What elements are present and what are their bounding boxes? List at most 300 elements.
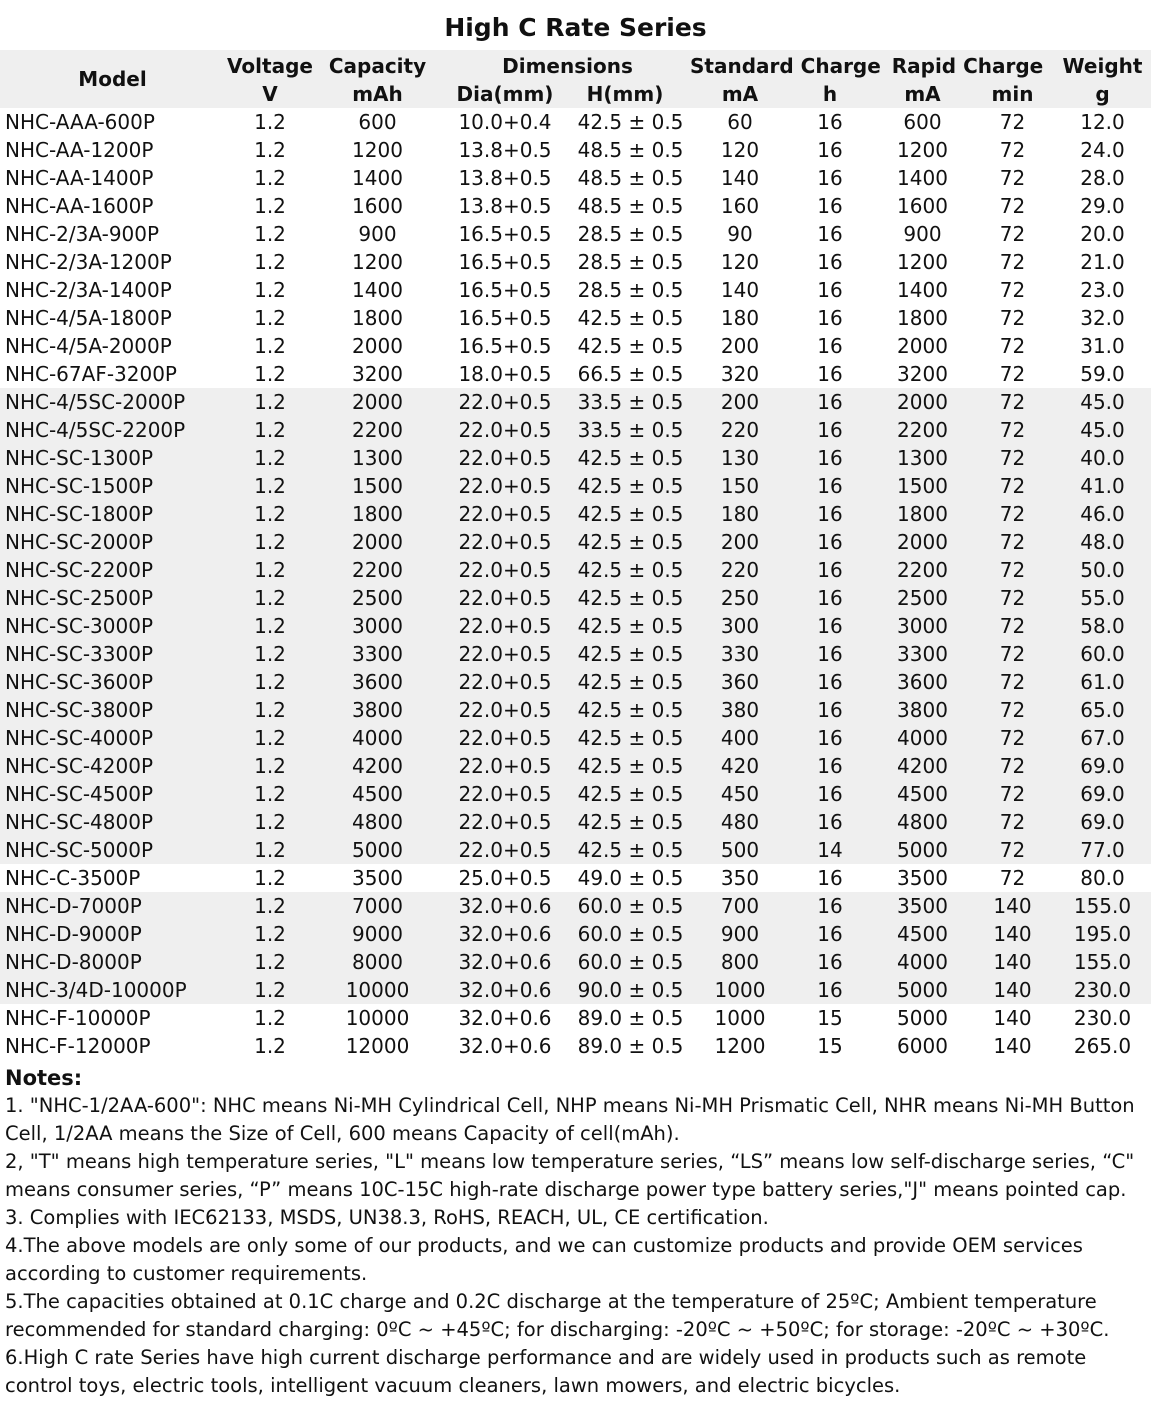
cell-rapid-min: 72 <box>999 446 1026 470</box>
cell-rapid-min: 72 <box>999 222 1026 246</box>
cell-std-h: 16 <box>817 782 843 806</box>
cell-weight: 46.0 <box>1080 502 1125 526</box>
cell-capacity: 10000 <box>345 1006 410 1030</box>
cell-rapid-ma: 4800 <box>897 810 948 834</box>
cell-rapid-min: 72 <box>999 558 1026 582</box>
cell-std-h: 15 <box>817 1006 843 1030</box>
cell-weight: 265.0 <box>1073 1034 1132 1058</box>
cell-capacity: 900 <box>358 222 397 246</box>
cell-std-h: 16 <box>817 614 843 638</box>
cell-dia: 22.0+0.5 <box>458 474 552 498</box>
cell-rapid-ma: 2000 <box>897 390 948 414</box>
cell-std-h: 16 <box>817 810 843 834</box>
cell-rapid-ma: 6000 <box>897 1034 948 1058</box>
cell-model: NHC-AA-1200P <box>5 138 154 162</box>
cell-model: NHC-SC-3000P <box>5 614 154 638</box>
cell-voltage: 1.2 <box>254 418 286 442</box>
cell-voltage: 1.2 <box>254 614 286 638</box>
cell-capacity: 9000 <box>352 922 403 946</box>
cell-rapid-min: 72 <box>999 614 1026 638</box>
cell-rapid-min: 72 <box>999 110 1026 134</box>
table-row <box>0 528 1151 556</box>
cell-weight: 77.0 <box>1080 838 1125 862</box>
cell-capacity: 1300 <box>352 446 403 470</box>
cell-std-ma: 300 <box>720 614 760 638</box>
cell-rapid-ma: 5000 <box>897 978 948 1002</box>
cell-height: 33.5 ± 0.5 <box>577 418 684 442</box>
cell-rapid-min: 140 <box>993 1034 1032 1058</box>
cell-dia: 16.5+0.5 <box>458 278 552 302</box>
cell-dia: 22.0+0.5 <box>458 586 552 610</box>
cell-std-h: 16 <box>817 362 843 386</box>
cell-model: NHC-SC-4500P <box>5 782 154 806</box>
cell-model: NHC-SC-3300P <box>5 642 154 666</box>
cell-std-h: 16 <box>817 726 843 750</box>
cell-rapid-ma: 3500 <box>897 894 948 918</box>
cell-rapid-ma: 1200 <box>897 250 948 274</box>
page-title: High C Rate Series <box>444 13 707 42</box>
table-row <box>0 556 1151 584</box>
cell-dia: 22.0+0.5 <box>458 558 552 582</box>
cell-rapid-ma: 4000 <box>897 726 948 750</box>
cell-model: NHC-SC-1300P <box>5 446 154 470</box>
cell-rapid-ma: 1400 <box>897 278 948 302</box>
cell-height: 48.5 ± 0.5 <box>577 166 684 190</box>
cell-capacity: 3500 <box>352 866 403 890</box>
cell-model: NHC-2/3A-1400P <box>5 278 172 302</box>
cell-rapid-min: 72 <box>999 502 1026 526</box>
cell-rapid-ma: 2000 <box>897 334 948 358</box>
header-std-ma: mA <box>721 82 759 106</box>
table-row <box>0 192 1151 220</box>
cell-std-ma: 330 <box>720 642 760 666</box>
cell-dia: 22.0+0.5 <box>458 418 552 442</box>
cell-height: 28.5 ± 0.5 <box>577 250 684 274</box>
cell-rapid-min: 140 <box>993 978 1032 1002</box>
cell-std-ma: 120 <box>720 250 760 274</box>
table-row <box>0 836 1151 864</box>
table-row <box>0 724 1151 752</box>
cell-model: NHC-4/5A-1800P <box>5 306 172 330</box>
cell-std-h: 16 <box>817 222 843 246</box>
cell-weight: 69.0 <box>1080 782 1125 806</box>
header-model: Model <box>78 67 147 91</box>
table-row <box>0 164 1151 192</box>
cell-height: 28.5 ± 0.5 <box>577 222 684 246</box>
cell-weight: 20.0 <box>1080 222 1125 246</box>
cell-std-ma: 200 <box>720 530 760 554</box>
cell-rapid-min: 72 <box>999 782 1026 806</box>
cell-dia: 16.5+0.5 <box>458 250 552 274</box>
note-2: 2, "T" means high temperature series, "L" means low temperature series, “LS” means low self-discharge series, “C" means consumer series, “P” means 10C-15C high-rate discharge power type battery series,"J" means pointed cap. <box>5 1150 1135 1201</box>
cell-dia: 22.0+0.5 <box>458 446 552 470</box>
cell-std-h: 16 <box>817 194 843 218</box>
cell-voltage: 1.2 <box>254 362 286 386</box>
cell-rapid-ma: 1500 <box>897 474 948 498</box>
cell-rapid-min: 140 <box>993 922 1032 946</box>
cell-model: NHC-2/3A-900P <box>5 222 160 246</box>
cell-weight: 155.0 <box>1073 894 1132 918</box>
cell-std-h: 16 <box>817 530 843 554</box>
cell-std-h: 16 <box>817 978 843 1002</box>
cell-dia: 13.8+0.5 <box>458 138 552 162</box>
table-row <box>0 864 1151 892</box>
cell-model: NHC-SC-3800P <box>5 698 154 722</box>
cell-rapid-ma: 3600 <box>897 670 948 694</box>
cell-std-ma: 700 <box>720 894 760 918</box>
cell-capacity: 1600 <box>352 194 403 218</box>
cell-std-ma: 220 <box>720 418 760 442</box>
table-row <box>0 108 1151 136</box>
cell-std-h: 16 <box>817 754 843 778</box>
table-row <box>0 612 1151 640</box>
cell-weight: 195.0 <box>1073 922 1132 946</box>
cell-rapid-min: 72 <box>999 278 1026 302</box>
cell-std-ma: 500 <box>720 838 760 862</box>
cell-dia: 22.0+0.5 <box>458 698 552 722</box>
cell-dia: 22.0+0.5 <box>458 726 552 750</box>
cell-height: 42.5 ± 0.5 <box>577 698 684 722</box>
cell-capacity: 3200 <box>352 362 403 386</box>
cell-rapid-min: 72 <box>999 810 1026 834</box>
cell-height: 89.0 ± 0.5 <box>577 1034 684 1058</box>
header-rapid-charge: Rapid Charge <box>891 54 1044 78</box>
table-body <box>0 108 1151 1060</box>
cell-capacity: 5000 <box>352 838 403 862</box>
cell-height: 42.5 ± 0.5 <box>577 670 684 694</box>
cell-weight: 23.0 <box>1080 278 1125 302</box>
cell-voltage: 1.2 <box>254 838 286 862</box>
table-row <box>0 808 1151 836</box>
cell-std-ma: 180 <box>720 502 760 526</box>
cell-height: 42.5 ± 0.5 <box>577 334 684 358</box>
cell-capacity: 1800 <box>352 502 403 526</box>
cell-dia: 32.0+0.6 <box>458 922 552 946</box>
cell-dia: 16.5+0.5 <box>458 334 552 358</box>
cell-model: NHC-SC-2000P <box>5 530 154 554</box>
table-row <box>0 948 1151 976</box>
cell-dia: 22.0+0.5 <box>458 670 552 694</box>
cell-rapid-min: 72 <box>999 418 1026 442</box>
cell-std-ma: 200 <box>720 390 760 414</box>
cell-std-h: 16 <box>817 642 843 666</box>
cell-std-h: 16 <box>817 670 843 694</box>
cell-voltage: 1.2 <box>254 530 286 554</box>
cell-model: NHC-D-7000P <box>5 894 142 918</box>
cell-height: 42.5 ± 0.5 <box>577 530 684 554</box>
cell-dia: 32.0+0.6 <box>458 1034 552 1058</box>
cell-dia: 22.0+0.5 <box>458 642 552 666</box>
cell-dia: 22.0+0.5 <box>458 614 552 638</box>
cell-dia: 10.0+0.4 <box>458 110 552 134</box>
cell-rapid-ma: 2000 <box>897 530 948 554</box>
cell-voltage: 1.2 <box>254 698 286 722</box>
header-height: H(mm) <box>586 82 664 106</box>
cell-std-ma: 130 <box>720 446 760 470</box>
cell-std-h: 15 <box>817 1034 843 1058</box>
cell-height: 42.5 ± 0.5 <box>577 810 684 834</box>
cell-voltage: 1.2 <box>254 446 286 470</box>
cell-rapid-min: 72 <box>999 306 1026 330</box>
cell-weight: 230.0 <box>1073 978 1132 1002</box>
cell-std-h: 16 <box>817 950 843 974</box>
cell-height: 33.5 ± 0.5 <box>577 390 684 414</box>
cell-model: NHC-AA-1400P <box>5 166 154 190</box>
table-row <box>0 640 1151 668</box>
cell-rapid-min: 72 <box>999 166 1026 190</box>
cell-height: 60.0 ± 0.5 <box>577 894 684 918</box>
cell-rapid-ma: 4000 <box>897 950 948 974</box>
cell-rapid-ma: 2500 <box>897 586 948 610</box>
table-row <box>0 248 1151 276</box>
cell-rapid-ma: 4500 <box>897 922 948 946</box>
cell-capacity: 2000 <box>352 334 403 358</box>
cell-weight: 32.0 <box>1080 306 1125 330</box>
cell-std-h: 16 <box>817 250 843 274</box>
cell-capacity: 4200 <box>352 754 403 778</box>
cell-rapid-ma: 1300 <box>897 446 948 470</box>
cell-voltage: 1.2 <box>254 866 286 890</box>
cell-dia: 18.0+0.5 <box>458 362 552 386</box>
note-4: 4.The above models are only some of our products, and we can customize products and provide OEM services according to customer requirements. <box>5 1234 1083 1285</box>
cell-std-h: 16 <box>817 446 843 470</box>
cell-rapid-min: 72 <box>999 642 1026 666</box>
cell-weight: 12.0 <box>1080 110 1125 134</box>
cell-capacity: 600 <box>358 110 397 134</box>
cell-voltage: 1.2 <box>254 194 286 218</box>
cell-height: 48.5 ± 0.5 <box>577 138 684 162</box>
cell-voltage: 1.2 <box>254 950 286 974</box>
cell-std-ma: 250 <box>720 586 760 610</box>
cell-weight: 59.0 <box>1080 362 1125 386</box>
table-row <box>0 276 1151 304</box>
cell-weight: 40.0 <box>1080 446 1125 470</box>
header-weight-unit: g <box>1095 82 1110 106</box>
cell-capacity: 4000 <box>352 726 403 750</box>
header-voltage: Voltage <box>227 54 313 78</box>
cell-std-h: 16 <box>817 558 843 582</box>
cell-std-ma: 150 <box>720 474 760 498</box>
cell-capacity: 12000 <box>345 1034 410 1058</box>
cell-std-h: 14 <box>817 838 843 862</box>
cell-model: NHC-SC-3600P <box>5 670 154 694</box>
cell-rapid-ma: 1400 <box>897 166 948 190</box>
table-row <box>0 1032 1151 1060</box>
cell-rapid-ma: 5000 <box>897 1006 948 1030</box>
cell-dia: 32.0+0.6 <box>458 1006 552 1030</box>
cell-rapid-min: 140 <box>993 894 1032 918</box>
cell-rapid-ma: 1800 <box>897 306 948 330</box>
cell-capacity: 4800 <box>352 810 403 834</box>
table-row <box>0 220 1151 248</box>
cell-capacity: 2200 <box>352 558 403 582</box>
cell-voltage: 1.2 <box>254 670 286 694</box>
cell-rapid-ma: 4200 <box>897 754 948 778</box>
header-capacity: Capacity <box>328 54 427 78</box>
table-row <box>0 920 1151 948</box>
cell-capacity: 1500 <box>352 474 403 498</box>
cell-capacity: 3600 <box>352 670 403 694</box>
cell-dia: 22.0+0.5 <box>458 502 552 526</box>
cell-rapid-ma: 2200 <box>897 558 948 582</box>
cell-weight: 24.0 <box>1080 138 1125 162</box>
cell-std-ma: 160 <box>720 194 760 218</box>
cell-weight: 29.0 <box>1080 194 1125 218</box>
cell-weight: 69.0 <box>1080 810 1125 834</box>
cell-std-h: 16 <box>817 166 843 190</box>
cell-capacity: 8000 <box>352 950 403 974</box>
note-1: 1. "NHC-1/2AA-600": NHC means Ni-MH Cylindrical Cell, NHP means Ni-MH Prismatic Cell, NHR means Ni-MH Button Cell, 1/2AA means the Size of Cell, 600 means Capacity of cell(mAh). <box>5 1094 1135 1145</box>
cell-weight: 60.0 <box>1080 642 1125 666</box>
cell-voltage: 1.2 <box>254 894 286 918</box>
cell-weight: 58.0 <box>1080 614 1125 638</box>
cell-std-h: 16 <box>817 418 843 442</box>
cell-rapid-min: 140 <box>993 1006 1032 1030</box>
cell-dia: 16.5+0.5 <box>458 222 552 246</box>
cell-std-h: 16 <box>817 306 843 330</box>
cell-voltage: 1.2 <box>254 166 286 190</box>
cell-std-ma: 450 <box>720 782 760 806</box>
note-5: 5.The capacities obtained at 0.1C charge and 0.2C discharge at the temperature of 25ºC; Ambient temperature recommended for standard charging: 0ºC ~ +45ºC; for discharging: -20ºC ~ +50ºC; for storage: -20ºC ~ +30ºC. <box>5 1290 1110 1341</box>
cell-weight: 28.0 <box>1080 166 1125 190</box>
cell-capacity: 1800 <box>352 306 403 330</box>
cell-voltage: 1.2 <box>254 642 286 666</box>
header-dia: Dia(mm) <box>456 82 554 106</box>
cell-height: 42.5 ± 0.5 <box>577 474 684 498</box>
cell-std-ma: 800 <box>720 950 760 974</box>
cell-model: NHC-D-8000P <box>5 950 142 974</box>
cell-voltage: 1.2 <box>254 138 286 162</box>
cell-rapid-ma: 1600 <box>897 194 948 218</box>
cell-capacity: 4500 <box>352 782 403 806</box>
cell-rapid-ma: 5000 <box>897 838 948 862</box>
cell-height: 42.5 ± 0.5 <box>577 306 684 330</box>
cell-rapid-min: 72 <box>999 530 1026 554</box>
cell-model: NHC-SC-2200P <box>5 558 154 582</box>
notes-title: Notes: <box>5 1066 83 1090</box>
cell-capacity: 2000 <box>352 530 403 554</box>
table-row <box>0 332 1151 360</box>
cell-voltage: 1.2 <box>254 922 286 946</box>
cell-weight: 80.0 <box>1080 866 1125 890</box>
table-row <box>0 668 1151 696</box>
table-row <box>0 360 1151 388</box>
cell-std-ma: 140 <box>720 166 760 190</box>
cell-height: 42.5 ± 0.5 <box>577 586 684 610</box>
cell-rapid-min: 72 <box>999 138 1026 162</box>
cell-voltage: 1.2 <box>254 1006 286 1030</box>
header-standard-charge: Standard Charge <box>690 54 881 78</box>
cell-rapid-min: 72 <box>999 194 1026 218</box>
cell-rapid-ma: 2200 <box>897 418 948 442</box>
cell-height: 42.5 ± 0.5 <box>577 754 684 778</box>
cell-height: 48.5 ± 0.5 <box>577 194 684 218</box>
cell-voltage: 1.2 <box>254 222 286 246</box>
cell-dia: 32.0+0.6 <box>458 894 552 918</box>
cell-model: NHC-4/5SC-2000P <box>5 390 186 414</box>
cell-model: NHC-F-12000P <box>5 1034 151 1058</box>
cell-capacity: 2000 <box>352 390 403 414</box>
cell-height: 42.5 ± 0.5 <box>577 502 684 526</box>
cell-voltage: 1.2 <box>254 558 286 582</box>
cell-rapid-min: 140 <box>993 950 1032 974</box>
cell-model: NHC-3/4D-10000P <box>5 978 187 1002</box>
cell-std-h: 16 <box>817 922 843 946</box>
cell-std-h: 16 <box>817 866 843 890</box>
table-row <box>0 136 1151 164</box>
table-row <box>0 472 1151 500</box>
cell-voltage: 1.2 <box>254 978 286 1002</box>
cell-std-h: 16 <box>817 334 843 358</box>
header-dimensions: Dimensions <box>502 54 633 78</box>
cell-model: NHC-2/3A-1200P <box>5 250 172 274</box>
cell-std-ma: 900 <box>720 922 760 946</box>
cell-std-h: 16 <box>817 698 843 722</box>
cell-model: NHC-4/5SC-2200P <box>5 418 186 442</box>
cell-height: 60.0 ± 0.5 <box>577 950 684 974</box>
cell-std-h: 16 <box>817 138 843 162</box>
cell-height: 42.5 ± 0.5 <box>577 782 684 806</box>
cell-voltage: 1.2 <box>254 334 286 358</box>
cell-std-h: 16 <box>817 390 843 414</box>
cell-std-ma: 1200 <box>714 1034 766 1058</box>
cell-weight: 21.0 <box>1080 250 1125 274</box>
cell-rapid-ma: 3500 <box>897 866 948 890</box>
header-voltage-unit: V <box>262 82 278 106</box>
cell-rapid-ma: 3200 <box>897 362 948 386</box>
cell-model: NHC-SC-5000P <box>5 838 154 862</box>
cell-std-ma: 360 <box>720 670 760 694</box>
cell-height: 42.5 ± 0.5 <box>577 838 684 862</box>
table-row <box>0 780 1151 808</box>
cell-capacity: 7000 <box>352 894 403 918</box>
cell-std-h: 16 <box>817 110 843 134</box>
cell-model: NHC-F-10000P <box>5 1006 151 1030</box>
cell-voltage: 1.2 <box>254 110 286 134</box>
cell-weight: 41.0 <box>1080 474 1125 498</box>
cell-height: 49.0 ± 0.5 <box>577 866 684 890</box>
cell-height: 42.5 ± 0.5 <box>577 558 684 582</box>
cell-height: 90.0 ± 0.5 <box>577 978 684 1002</box>
cell-model: NHC-SC-1800P <box>5 502 154 526</box>
notes <box>5 1064 1145 1400</box>
cell-weight: 65.0 <box>1080 698 1125 722</box>
cell-rapid-ma: 3000 <box>897 614 948 638</box>
table-row <box>0 892 1151 920</box>
cell-voltage: 1.2 <box>254 502 286 526</box>
cell-rapid-ma: 4500 <box>897 782 948 806</box>
cell-dia: 22.0+0.5 <box>458 530 552 554</box>
cell-std-ma: 1000 <box>714 978 766 1002</box>
cell-std-h: 16 <box>817 894 843 918</box>
header-capacity-unit: mAh <box>352 82 403 106</box>
cell-weight: 55.0 <box>1080 586 1125 610</box>
cell-height: 42.5 ± 0.5 <box>577 110 684 134</box>
table-row <box>0 388 1151 416</box>
cell-voltage: 1.2 <box>254 250 286 274</box>
table-row <box>0 752 1151 780</box>
cell-capacity: 3000 <box>352 614 403 638</box>
cell-capacity: 2200 <box>352 418 403 442</box>
cell-std-h: 16 <box>817 502 843 526</box>
cell-std-ma: 180 <box>720 306 760 330</box>
cell-model: NHC-SC-4000P <box>5 726 154 750</box>
cell-capacity: 1200 <box>352 138 403 162</box>
cell-dia: 25.0+0.5 <box>458 866 552 890</box>
note-6: 6.High C rate Series have high current discharge performance and are widely used in products such as remote control toys, electric tools, intelligent vacuum cleaners, lawn mowers, and electric bicycles. <box>5 1346 1087 1397</box>
cell-height: 28.5 ± 0.5 <box>577 278 684 302</box>
cell-voltage: 1.2 <box>254 754 286 778</box>
